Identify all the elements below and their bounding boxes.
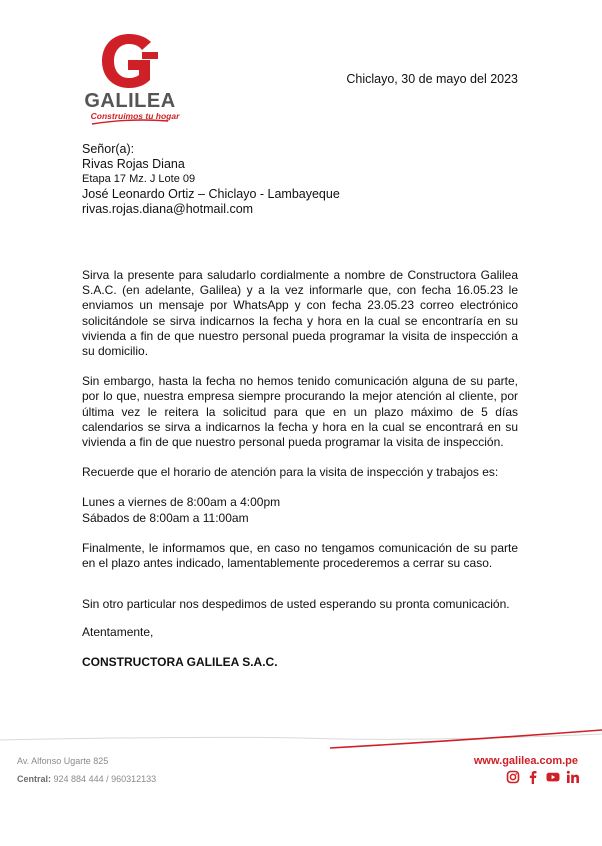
letter-body: [82, 268, 518, 670]
footer-central-label: Central:: [17, 774, 52, 784]
youtube-icon[interactable]: [546, 770, 560, 784]
recipient-block: [82, 142, 340, 217]
footer-address: Av. Alfonso Ugarte 825: [17, 756, 109, 766]
footer-phone: [17, 774, 156, 784]
facebook-icon[interactable]: [526, 770, 540, 784]
recipient-address-line-1: Etapa 17 Mz. J Lote 09: [82, 173, 196, 185]
logo-tagline: Construimos tu hogar: [90, 111, 180, 121]
footer-website-link[interactable]: www.galilea.com.pe: [473, 755, 578, 767]
galilea-g-logo-icon: [98, 32, 160, 90]
letter-date: Chiclayo, 30 de mayo del 2023: [346, 72, 518, 86]
paragraph-farewell: Sin otro particular nos despedimos de usted esperando su pronta comunicación.: [82, 597, 510, 612]
paragraph-closing-warning: Finalmente, le informamos que, en caso no tengamos comunicación de su parte en el plazo antes indicado, lamentablemente procederemos a cerrar su caso.: [82, 540, 518, 571]
logo-swoosh-icon: [90, 118, 170, 126]
schedule-weekdays: Lunes a viernes de 8:00am a 4:00pm: [82, 495, 281, 510]
closing-phrase: Atentamente,: [82, 625, 154, 640]
recipient-name: Rivas Rojas Diana: [82, 157, 185, 171]
instagram-icon[interactable]: [506, 770, 520, 784]
footer-central-numbers: 924 884 444 / 960312133: [53, 774, 157, 784]
paragraph-intro: Sirva la presente para saludarlo cordialmente a nombre de Constructora Galilea S.A.C. (en adelante, Galilea) y a la vez informarle que, con fecha 16.05.23 le enviamos un mensaje por WhatsApp y con fecha 23.05.23 correo electrónico solicitándole se sirva indicarnos la fecha y hora en la cual se encontraría en su vivienda a fin de que nuestro personal pueda programar la visita de inspección a su domicilio.: [82, 268, 518, 359]
signature: CONSTRUCTORA GALILEA S.A.C.: [82, 654, 278, 669]
footer-divider: [0, 726, 602, 750]
social-icons: [506, 770, 580, 784]
logo-wordmark: GALILEA: [84, 90, 176, 112]
recipient-email: rivas.rojas.diana@hotmail.com: [82, 202, 254, 216]
schedule-block: [82, 495, 518, 525]
salutation: Señor(a):: [82, 142, 135, 156]
paragraph-schedule-intro: Recuerde que el horario de atención para la visita de inspección y trabajos es:: [82, 465, 499, 480]
company-logo: [84, 28, 184, 128]
linkedin-icon[interactable]: [566, 770, 580, 784]
schedule-saturday: Sábados de 8:00am a 11:00am: [82, 510, 249, 525]
recipient-address-line-2: José Leonardo Ortiz – Chiclayo - Lambayeque: [82, 187, 340, 201]
paragraph-reminder: Sin embargo, hasta la fecha no hemos tenido comunicación alguna de su parte, por lo que, nuestra empresa siempre procurando la mejor atención al cliente, por última vez le reitera la solicitud para que en un plazo máximo de 5 días calendarios se sirva a indicarnos la fecha y hora en la cual se encontrará en su vivienda a fin de que nuestro personal pueda programar la visita de inspección.: [82, 374, 518, 450]
